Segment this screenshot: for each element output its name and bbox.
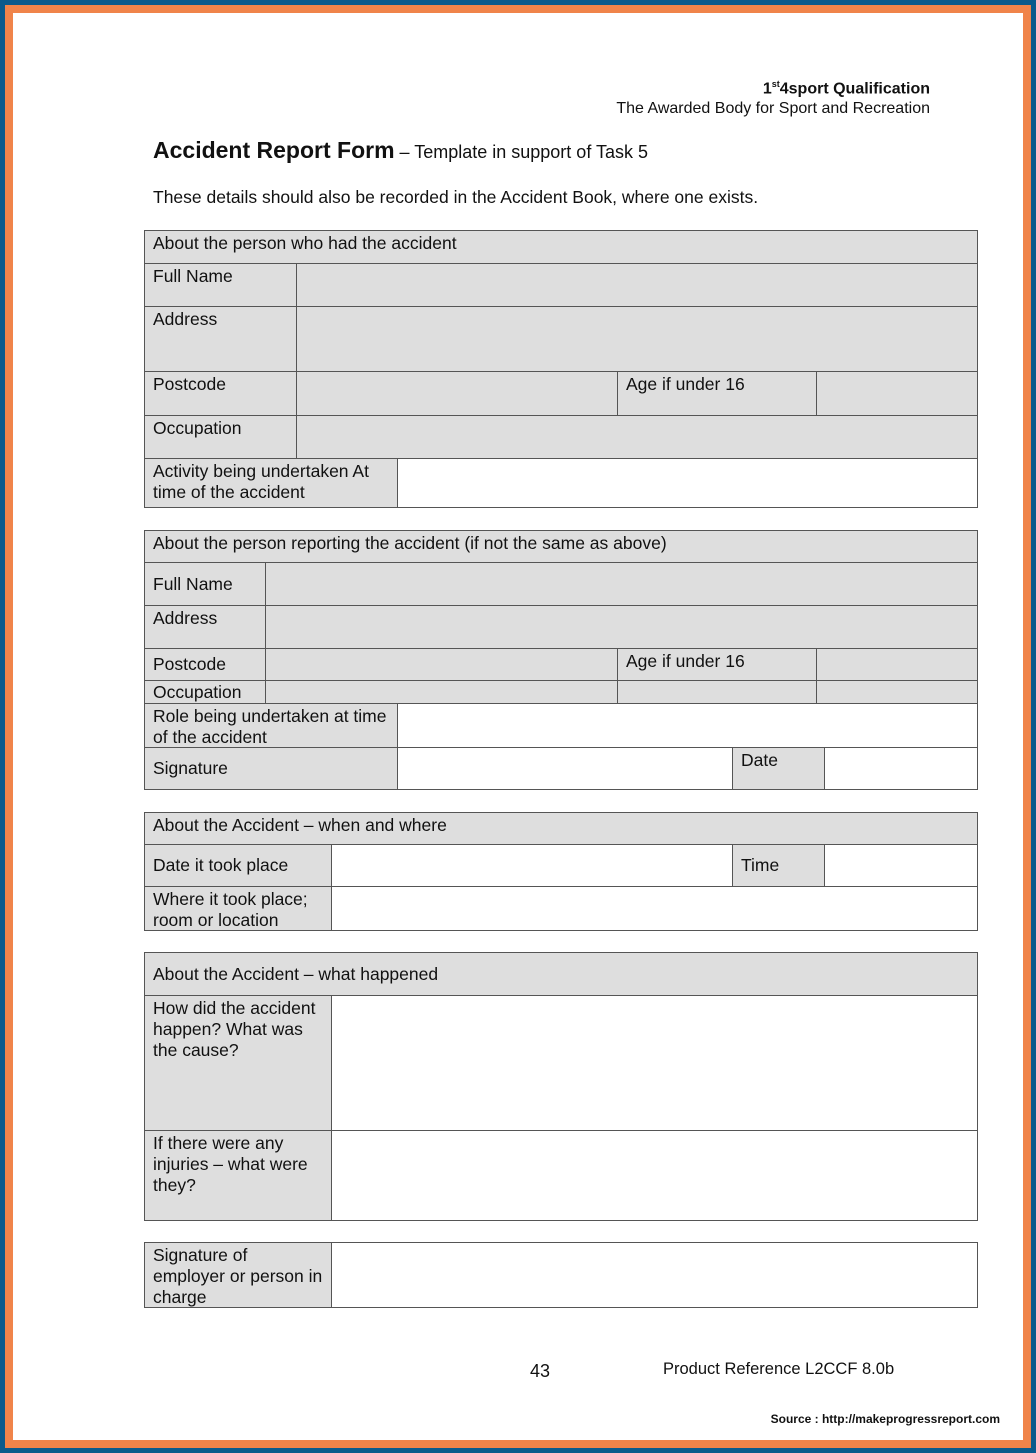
reporter-label-full-name: Full Name <box>144 562 266 606</box>
awarding-body: The Awarded Body for Sport and Recreation <box>616 100 930 118</box>
title-main: Accident Report Form <box>153 137 395 163</box>
label-full-name: Full Name <box>144 263 297 307</box>
source-credit: Source : http://makeprogressreport.com <box>770 1412 1000 1426</box>
label-postcode: Postcode <box>144 371 297 416</box>
reporter-label-occupation: Occupation <box>144 680 266 704</box>
label-age: Age if under 16 <box>617 371 817 416</box>
qualification-name: 4sport Qualification <box>779 80 930 98</box>
qualification-sup: st <box>771 79 780 89</box>
section4-heading: About the Accident – what happened <box>144 952 978 996</box>
label-activity: Activity being undertaken At time of the accident <box>144 458 398 508</box>
employer-signature-field[interactable] <box>331 1242 978 1308</box>
reporter-date-field[interactable] <box>824 747 978 790</box>
section2-heading: About the person reporting the accident (if not the same as above) <box>144 530 978 563</box>
label-accident-location: Where it took place; room or location <box>144 886 332 931</box>
section3-heading: About the Accident – when and where <box>144 812 978 845</box>
reporter-postcode-field[interactable] <box>265 648 618 681</box>
reporter-address-field[interactable] <box>265 605 978 649</box>
reporter-occupation-field-2[interactable] <box>617 680 817 704</box>
label-accident-time: Time <box>732 844 825 887</box>
reporter-label-role: Role being undertaken at time of the accident <box>144 703 398 748</box>
age-field[interactable] <box>816 371 978 416</box>
label-address: Address <box>144 306 297 372</box>
activity-field[interactable] <box>397 458 978 508</box>
qualification-title <box>616 74 930 99</box>
intro-text: These details should also be recorded in the Accident Book, where one exists. <box>153 187 759 207</box>
reporter-label-postcode: Postcode <box>144 648 266 681</box>
label-occupation: Occupation <box>144 415 297 459</box>
title-subtitle: – Template in support of Task 5 <box>394 142 649 162</box>
page-number: 43 <box>530 1361 551 1381</box>
label-accident-date: Date it took place <box>144 844 332 887</box>
reporter-age-field[interactable] <box>816 648 978 681</box>
qualification-prefix: 1 <box>762 80 772 98</box>
reporter-signature-field[interactable] <box>397 747 733 790</box>
page-title <box>153 137 648 164</box>
postcode-field[interactable] <box>296 371 618 416</box>
reporter-occupation-field-3[interactable] <box>816 680 978 704</box>
section1-heading: About the person who had the accident <box>144 230 978 264</box>
label-injuries: If there were any injuries – what were they? <box>144 1130 332 1221</box>
injuries-field[interactable] <box>331 1130 978 1221</box>
label-how-happened: How did the accident happen? What was the cause? <box>144 995 332 1131</box>
reporter-role-field[interactable] <box>397 703 978 748</box>
how-happened-field[interactable] <box>331 995 978 1131</box>
label-employer-signature: Signature of employer or person in charge <box>144 1242 332 1308</box>
reporter-label-age: Age if under 16 <box>617 648 817 681</box>
reporter-occupation-field[interactable] <box>265 680 618 704</box>
accident-time-field[interactable] <box>824 844 978 887</box>
reporter-full-name-field[interactable] <box>265 562 978 606</box>
full-name-field[interactable] <box>296 263 978 307</box>
reporter-label-date: Date <box>732 747 825 790</box>
accident-date-field[interactable] <box>331 844 733 887</box>
accident-location-field[interactable] <box>331 886 978 931</box>
occupation-field[interactable] <box>296 415 978 459</box>
product-reference: Product Reference L2CCF 8.0b <box>663 1360 895 1378</box>
address-field[interactable] <box>296 306 978 372</box>
document-header <box>616 74 930 119</box>
reporter-label-address: Address <box>144 605 266 649</box>
reporter-label-signature: Signature <box>144 747 398 790</box>
